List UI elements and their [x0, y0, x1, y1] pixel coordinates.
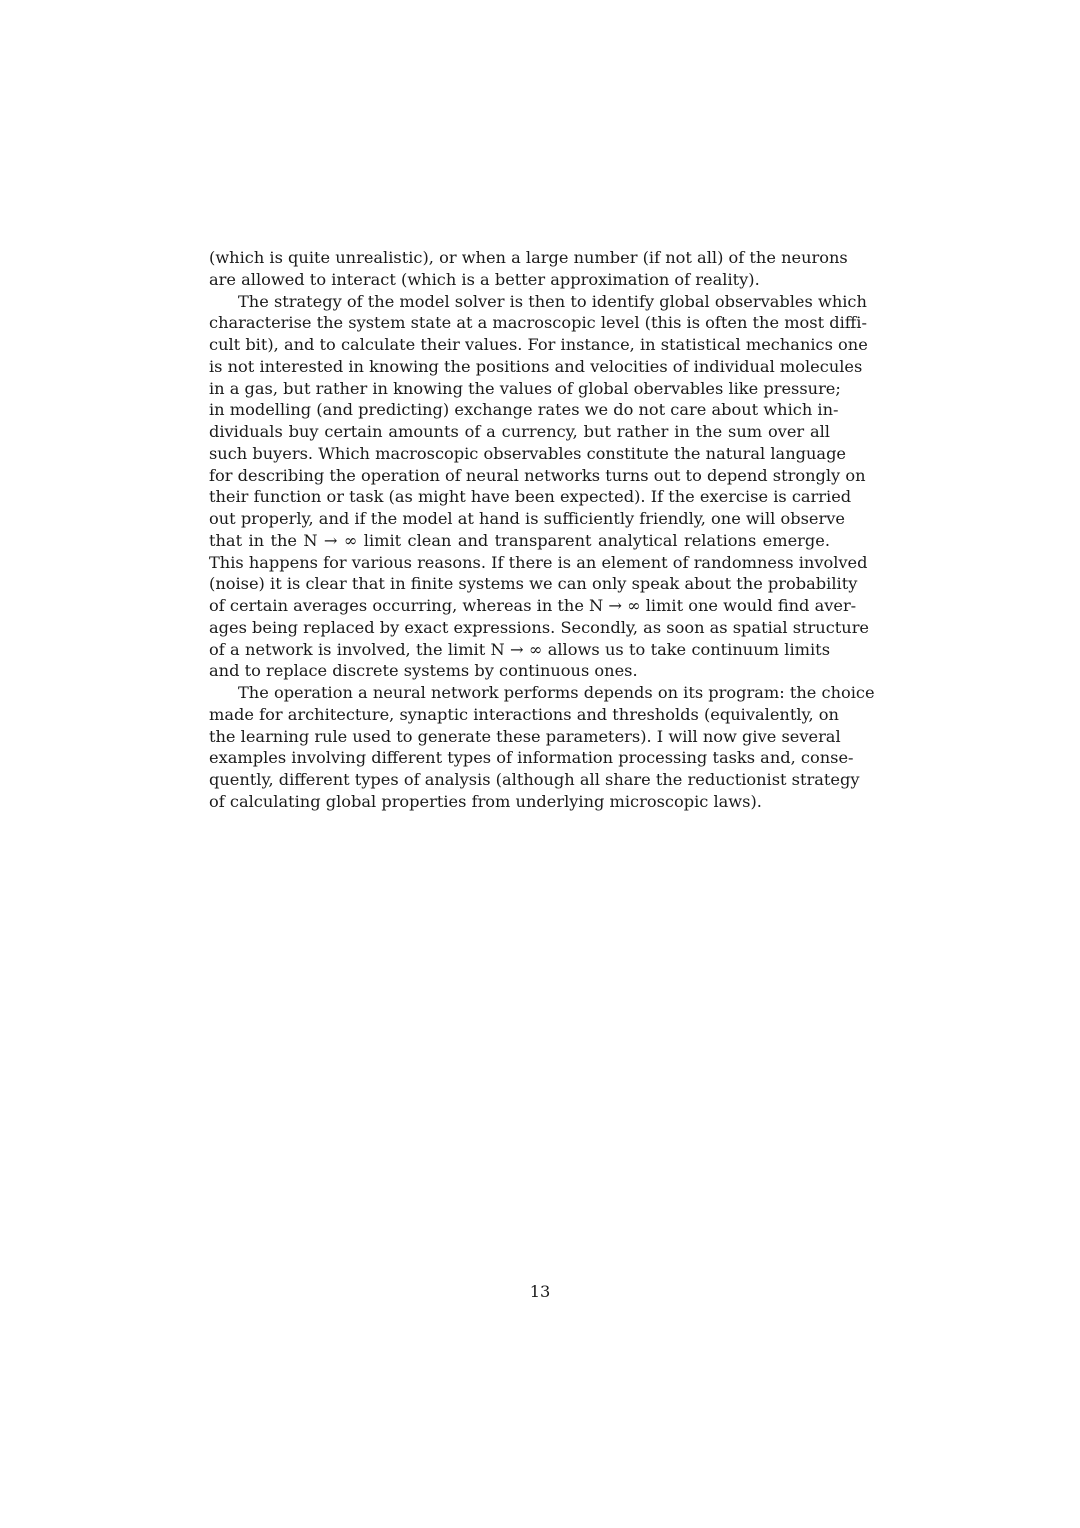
- text-line: of calculating global properties from underlying microscopic laws).: [209, 791, 762, 811]
- text-line: (noise) it is clear that in finite systems we can only speak about the probability: [209, 574, 858, 594]
- text-line: of a network is involved, the limit N → ∞ allows us to take continuum limits: [209, 639, 830, 659]
- text-line: in a gas, but rather in knowing the values of global obervables like pressure;: [209, 378, 841, 398]
- text-line: are allowed to interact (which is a better approximation of reality).: [209, 269, 760, 289]
- text-line: for describing the operation of neural networks turns out to depend strongly on: [209, 465, 866, 485]
- text-line: quently, different types of analysis (although all share the reductionist strategy: [209, 770, 860, 789]
- page-number: 13: [529, 1282, 551, 1301]
- text-line: is not interested in knowing the positions and velocities of individual molecules: [209, 356, 863, 376]
- text-line: and to replace discrete systems by continuous ones.: [209, 661, 638, 681]
- text-line: cult bit), and to calculate their values. For instance, in statistical mechanics one: [209, 335, 868, 354]
- text-line: This happens for various reasons. If there is an element of randomness involved: [209, 552, 868, 572]
- text-line: The operation a neural network performs depends on its program: the choice: [238, 683, 875, 702]
- text-line: that in the N → ∞ limit clean and transparent analytical relations emerge.: [209, 530, 830, 550]
- text-line: ages being replaced by exact expressions. Secondly, as soon as spatial structure: [209, 617, 870, 637]
- text-line: in modelling (and predicting) exchange rates we do not care about which in-: [209, 400, 839, 420]
- text-line: out properly, and if the model at hand is sufficiently friendly, one will observe: [209, 509, 845, 528]
- text-line: the learning rule used to generate these parameters). I will now give several: [209, 726, 841, 746]
- text-line: made for architecture, synaptic interactions and thresholds (equivalently, on: [209, 704, 839, 724]
- text-line: characterise the system state at a macroscopic level (this is often the most diffi-: [209, 313, 867, 333]
- text-line: The strategy of the model solver is then to identify global observables which: [238, 291, 867, 311]
- text-line: (which is quite unrealistic), or when a large number (if not all) of the neurons: [209, 248, 848, 267]
- text-line: such buyers. Which macroscopic observables constitute the natural language: [209, 443, 847, 463]
- text-line: dividuals buy certain amounts of a currency, but rather in the sum over all: [209, 422, 830, 441]
- text-line: their function or task (as might have been expected). If the exercise is carried: [209, 487, 852, 507]
- text-line: of certain averages occurring, whereas in the N → ∞ limit one would find aver-: [209, 596, 857, 615]
- text-line: examples involving different types of information processing tasks and, conse-: [209, 748, 854, 768]
- body-text: [209, 247, 875, 813]
